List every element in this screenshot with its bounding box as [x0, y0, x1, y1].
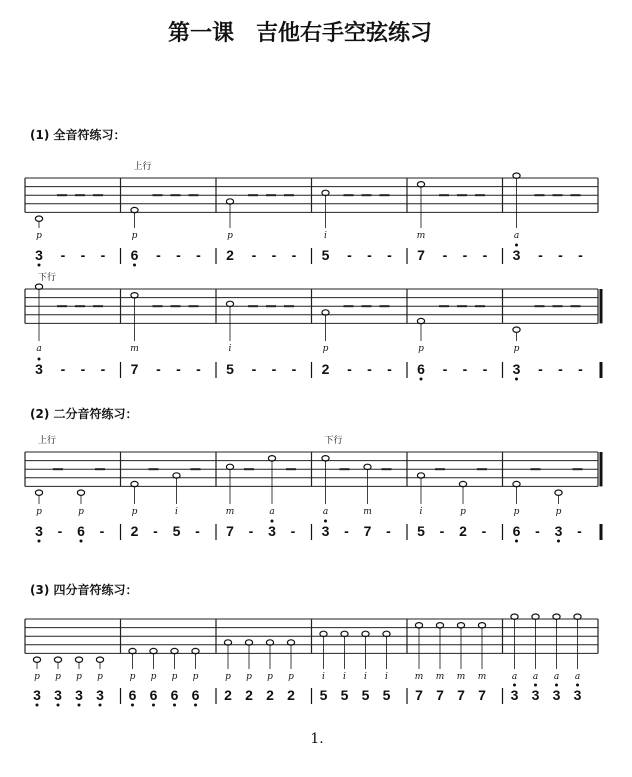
- note-head: [35, 490, 42, 495]
- finger-label: p: [322, 344, 329, 354]
- jianpu-numeral: 6: [417, 361, 425, 377]
- rest-dash: [57, 305, 67, 307]
- jianpu-numeral: 6: [191, 687, 200, 703]
- rest-dash: [248, 305, 258, 307]
- jianpu-symbol: -: [577, 523, 582, 539]
- finger-label: p: [36, 507, 42, 517]
- jianpu-numeral: 6: [130, 247, 139, 263]
- rest-dash: [171, 305, 181, 307]
- jianpu-symbol: 2: [130, 523, 139, 539]
- jianpu-numeral: 3: [96, 687, 104, 703]
- note-head: [33, 657, 40, 662]
- finger-label: i: [175, 507, 178, 517]
- finger-label: p: [34, 672, 40, 682]
- jianpu-symbol: -: [195, 523, 200, 539]
- rest-dash: [380, 194, 390, 196]
- finger-label: p: [555, 507, 562, 517]
- jianpu-dash: -: [251, 247, 257, 263]
- finger-label: p: [513, 507, 520, 517]
- rest-dash: [244, 468, 254, 470]
- octave-dot: [36, 704, 39, 707]
- finger-label: p: [171, 672, 178, 682]
- jianpu-dash: -: [558, 361, 563, 377]
- direction-label: 上行: [133, 162, 152, 172]
- jianpu-numeral: 5: [382, 687, 391, 703]
- finger-label: a: [322, 507, 329, 517]
- finger-label: a: [36, 344, 42, 354]
- rest-dash: [57, 194, 67, 196]
- rest-dash: [53, 468, 63, 470]
- jianpu-dash: -: [156, 361, 161, 377]
- octave-dot: [152, 704, 155, 707]
- finger-label: p: [131, 507, 138, 517]
- octave-dot: [38, 540, 41, 543]
- rest-dash: [535, 305, 545, 307]
- page-number: 1.: [310, 731, 324, 747]
- jianpu-symbol: 6: [77, 523, 85, 539]
- jianpu-dash: -: [462, 361, 468, 377]
- jianpu-symbol: -: [439, 523, 445, 539]
- jianpu-numeral: 7: [130, 361, 139, 377]
- jianpu-numeral: 3: [512, 247, 521, 263]
- finger-label: p: [131, 231, 138, 241]
- octave-dot: [80, 540, 83, 543]
- jianpu-numeral: 3: [35, 247, 43, 263]
- rest-dash: [362, 305, 372, 307]
- finger-label: m: [130, 344, 139, 354]
- octave-dot: [57, 704, 60, 707]
- finger-label: p: [150, 672, 157, 682]
- rest-dash: [457, 194, 467, 196]
- finger-label: m: [435, 672, 445, 682]
- rest-dash: [191, 468, 201, 470]
- jianpu-dash: -: [176, 247, 181, 263]
- finger-label: p: [225, 672, 231, 682]
- jianpu-numeral: 7: [415, 687, 423, 703]
- finger-label: p: [246, 672, 252, 682]
- jianpu-numeral: 3: [75, 687, 83, 703]
- finger-label: p: [418, 344, 424, 354]
- jianpu-dash: -: [176, 361, 181, 377]
- rest-dash: [344, 305, 354, 307]
- finger-label: p: [513, 344, 520, 354]
- rest-dash: [75, 305, 85, 307]
- jianpu-numeral: 2: [266, 687, 274, 703]
- rest-dash: [380, 305, 390, 307]
- jianpu-dash: -: [482, 361, 488, 377]
- jianpu-dash: -: [80, 361, 86, 377]
- finger-label: a: [269, 507, 275, 517]
- jianpu-dash: -: [196, 247, 201, 263]
- finger-label: p: [460, 507, 466, 517]
- jianpu-dash: -: [387, 361, 392, 377]
- rest-dash: [362, 194, 372, 196]
- rest-dash: [553, 305, 563, 307]
- jianpu-symbol: 7: [226, 523, 234, 539]
- finger-label: i: [324, 231, 327, 241]
- jianpu-symbol: -: [535, 523, 540, 539]
- jianpu-symbol: -: [248, 523, 254, 539]
- section-heading-half-notes: (2) 二分音符练习：: [30, 407, 138, 421]
- rest-dash: [153, 305, 163, 307]
- rest-dash: [153, 194, 163, 196]
- jianpu-dash: -: [60, 361, 66, 377]
- finger-label: i: [343, 672, 346, 682]
- jianpu-dash: -: [578, 247, 583, 263]
- jianpu-symbol: 2: [459, 523, 467, 539]
- jianpu-numeral: 3: [35, 361, 43, 377]
- octave-dot: [38, 264, 41, 267]
- jianpu-symbol: 7: [363, 523, 372, 539]
- rest-dash: [382, 468, 392, 470]
- jianpu-symbol: -: [344, 523, 349, 539]
- rest-dash: [477, 468, 487, 470]
- jianpu-numeral: 2: [224, 687, 232, 703]
- finger-label: a: [574, 672, 581, 682]
- jianpu-symbol: -: [153, 523, 158, 539]
- finger-label: m: [363, 507, 372, 517]
- jianpu-dash: -: [271, 361, 277, 377]
- finger-label: p: [36, 231, 42, 241]
- jianpu-symbol: 3: [268, 523, 276, 539]
- jianpu-numeral: 3: [552, 687, 561, 703]
- rest-dash: [531, 468, 541, 470]
- finger-label: m: [225, 507, 235, 517]
- jianpu-symbol: 3: [321, 523, 330, 539]
- jianpu-numeral: 5: [319, 687, 328, 703]
- rest-dash: [95, 468, 105, 470]
- jianpu-symbol: -: [290, 523, 296, 539]
- finger-label: i: [364, 672, 367, 682]
- rest-dash: [344, 194, 354, 196]
- rest-dash: [171, 194, 181, 196]
- finger-label: p: [267, 672, 273, 682]
- finger-label: a: [511, 672, 518, 682]
- finger-label: m: [456, 672, 466, 682]
- jianpu-dash: -: [80, 247, 86, 263]
- jianpu-dash: -: [347, 247, 352, 263]
- finger-label: p: [76, 672, 82, 682]
- jianpu-dash: -: [367, 247, 372, 263]
- note-head: [35, 216, 42, 221]
- rest-dash: [189, 305, 199, 307]
- jianpu-numeral: 7: [436, 687, 444, 703]
- finger-label: p: [55, 672, 61, 682]
- jianpu-numeral: 6: [170, 687, 179, 703]
- rest-dash: [439, 305, 449, 307]
- jianpu-symbol: 6: [512, 523, 521, 539]
- jianpu-numeral: 3: [54, 687, 62, 703]
- rest-dash: [266, 305, 276, 307]
- octave-dot: [78, 704, 81, 707]
- rest-dash: [340, 468, 350, 470]
- finger-label: p: [288, 672, 294, 682]
- jianpu-numeral: 5: [361, 687, 370, 703]
- octave-dot: [194, 704, 197, 707]
- jianpu-numeral: 7: [417, 247, 425, 263]
- jianpu-numeral: 2: [287, 687, 295, 703]
- jianpu-dash: -: [482, 247, 488, 263]
- note-head: [54, 657, 61, 662]
- octave-dot: [131, 704, 134, 707]
- rest-dash: [93, 194, 103, 196]
- note-head: [75, 657, 82, 662]
- finger-label: i: [228, 344, 232, 354]
- jianpu-numeral: 5: [340, 687, 349, 703]
- jianpu-dash: -: [60, 247, 66, 263]
- note-head: [96, 657, 103, 662]
- jianpu-symbol: -: [386, 523, 391, 539]
- jianpu-dash: -: [196, 361, 201, 377]
- jianpu-numeral: 2: [226, 247, 234, 263]
- rest-dash: [475, 305, 485, 307]
- jianpu-dash: -: [538, 247, 543, 263]
- jianpu-dash: -: [367, 361, 372, 377]
- direction-label: 下行: [37, 273, 57, 283]
- finger-label: p: [192, 672, 199, 682]
- jianpu-dash: -: [442, 247, 448, 263]
- jianpu-symbol: 5: [417, 523, 425, 539]
- octave-dot: [515, 378, 518, 381]
- rest-dash: [457, 305, 467, 307]
- jianpu-dash: -: [100, 247, 106, 263]
- octave-dot: [99, 704, 102, 707]
- rest-dash: [439, 194, 449, 196]
- jianpu-numeral: 3: [510, 687, 519, 703]
- rest-dash: [571, 305, 581, 307]
- octave-dot: [420, 378, 423, 381]
- rest-dash: [553, 194, 563, 196]
- jianpu-numeral: 5: [226, 361, 234, 377]
- rest-dash: [435, 468, 445, 470]
- rest-dash: [75, 194, 85, 196]
- finger-label: p: [227, 231, 233, 241]
- jianpu-symbol: -: [481, 523, 487, 539]
- jianpu-numeral: 6: [149, 687, 158, 703]
- jianpu-dash: -: [156, 247, 161, 263]
- jianpu-numeral: 3: [512, 361, 521, 377]
- jianpu-dash: -: [291, 361, 297, 377]
- finger-label: p: [78, 507, 84, 517]
- jianpu-symbol: -: [57, 523, 63, 539]
- jianpu-dash: -: [387, 247, 392, 263]
- direction-label: 上行: [37, 436, 57, 446]
- finger-label: i: [322, 672, 325, 682]
- jianpu-dash: -: [462, 247, 468, 263]
- jianpu-numeral: 7: [478, 687, 486, 703]
- jianpu-symbol: 5: [172, 523, 181, 539]
- finger-label: m: [416, 231, 426, 241]
- finger-label: i: [385, 672, 388, 682]
- jianpu-dash: -: [271, 247, 277, 263]
- rest-dash: [248, 194, 258, 196]
- lesson-title: 第一课 吉他右手空弦练习: [167, 20, 433, 46]
- note-head: [513, 327, 520, 332]
- jianpu-dash: -: [100, 361, 106, 377]
- jianpu-symbol: 3: [35, 523, 43, 539]
- music-notation: [25, 160, 601, 707]
- note-head: [555, 490, 562, 495]
- jianpu-dash: -: [442, 361, 448, 377]
- octave-dot: [515, 540, 518, 543]
- finger-label: m: [477, 672, 487, 682]
- rest-dash: [535, 194, 545, 196]
- rest-dash: [573, 468, 583, 470]
- note-head: [77, 490, 84, 495]
- finger-label: a: [553, 672, 560, 682]
- jianpu-dash: -: [558, 247, 563, 263]
- rest-dash: [189, 194, 199, 196]
- rest-dash: [284, 194, 294, 196]
- finger-label: p: [97, 672, 103, 682]
- finger-label: i: [419, 507, 423, 517]
- rest-dash: [284, 305, 294, 307]
- section-heading-whole-notes: (1) 全音符练习：: [30, 128, 126, 142]
- jianpu-numeral: 6: [128, 687, 137, 703]
- finger-label: a: [513, 231, 520, 241]
- octave-dot: [173, 704, 176, 707]
- rest-dash: [286, 468, 296, 470]
- octave-dot: [557, 540, 560, 543]
- jianpu-dash: -: [578, 361, 583, 377]
- finger-label: p: [129, 672, 136, 682]
- jianpu-dash: -: [538, 361, 543, 377]
- jianpu-numeral: 3: [33, 687, 41, 703]
- jianpu-dash: -: [251, 361, 257, 377]
- octave-dot: [133, 264, 136, 267]
- rest-dash: [149, 468, 159, 470]
- jianpu-dash: -: [347, 361, 352, 377]
- jianpu-dash: -: [291, 247, 297, 263]
- jianpu-numeral: 2: [245, 687, 253, 703]
- rest-dash: [93, 305, 103, 307]
- jianpu-numeral: 2: [321, 361, 330, 377]
- jianpu-numeral: 5: [321, 247, 330, 263]
- rest-dash: [571, 194, 581, 196]
- rest-dash: [266, 194, 276, 196]
- jianpu-symbol: 3: [554, 523, 563, 539]
- jianpu-numeral: 7: [457, 687, 465, 703]
- jianpu-numeral: 3: [531, 687, 540, 703]
- direction-label: 下行: [324, 436, 343, 446]
- jianpu-numeral: 3: [573, 687, 582, 703]
- finger-label: a: [532, 672, 539, 682]
- finger-label: m: [414, 672, 424, 682]
- section-heading-quarter-notes: (3) 四分音符练习：: [30, 583, 138, 597]
- rest-dash: [475, 194, 485, 196]
- jianpu-symbol: -: [99, 523, 105, 539]
